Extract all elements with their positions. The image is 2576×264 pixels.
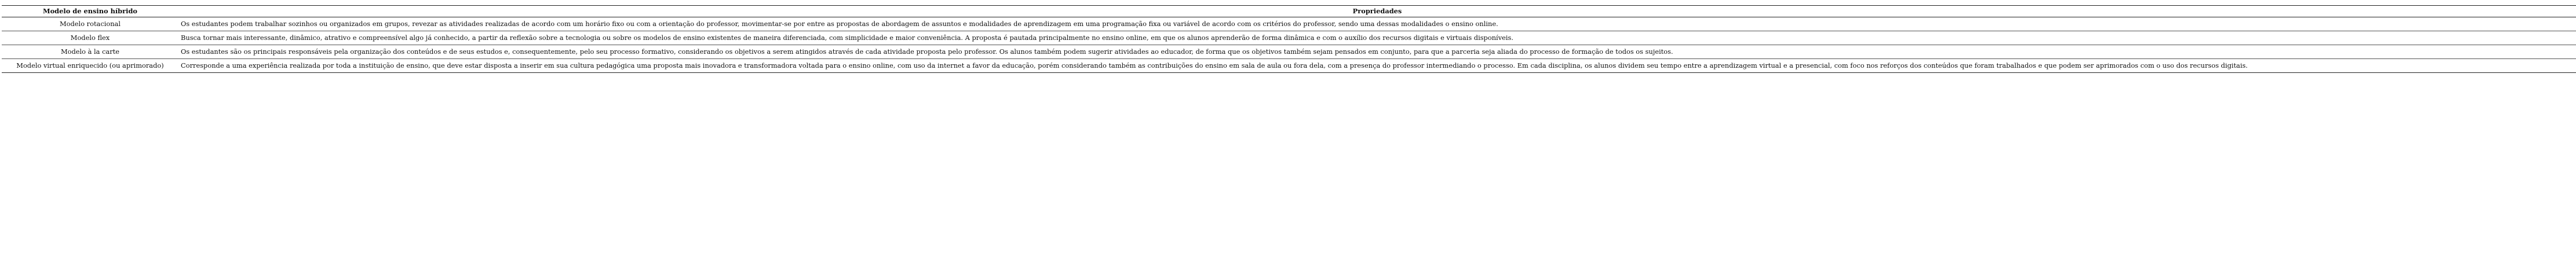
model-properties-cell: Busca tornar mais interessante, dinâmico, atrativo e compreensível algo já conhecido, a partir da reflexão sobre a tecnologia ou sobre os modelos de ensino existentes de maneira diferenciada, com simplicidade e maior conveniência. A proposta é pautada principalmente no ensino online, em que os alunos aprenderão de forma dinâmica e com o auxílio dos recursos digitais e virtuais disponíveis. — [181, 34, 1513, 42]
header-properties: Propriedades — [1352, 7, 1402, 15]
model-name-cell: Modelo flex — [70, 34, 110, 42]
table-row — [2, 31, 2576, 45]
header-row — [2, 6, 2576, 17]
model-name-cell: Modelo rotacional — [60, 20, 121, 28]
table-header — [2, 6, 2576, 17]
hybrid-teaching-models-table — [2, 5, 2576, 73]
model-properties-cell: Os estudantes podem trabalhar sozinhos ou organizados em grupos, revezar as atividades realizadas de acordo com um horário fixo ou com a orientação do professor, movimentar-se por entre as propostas de abordagem de assuntos e modalidades de aprendizagem em uma programação fixa ou variável de acordo com os critérios do professor, sendo uma dessas modalidades o ensino online. — [181, 20, 1498, 28]
model-properties-cell: Os estudantes são os principais responsáveis pela organização dos conteúdos e de seus estudos e, consequentemente, pelo seu processo formativo, considerando os objetivos a serem atingidos através de cada atividade proposta pelo professor. Os alunos também podem sugerir atividades ao educador, de forma que os objetivos também sejam pensados em conjunto, para que a parceria seja aliada do processo de formação de todos os sujeitos. — [181, 47, 1673, 56]
model-name-cell: Modelo à la carte — [60, 47, 120, 56]
model-properties-cell: Corresponde a uma experiência realizada por toda a instituição de ensino, que deve estar disposta a inserir em sua cultura pedagógica uma proposta mais inovadora e transformadora voltada para o ensino online, com uso da internet a favor da educação, porém considerando também as contribuições do ensino em sala de aula ou fora dela, com a presença do professor intermediando o processo. Em cada disciplina, os alunos dividem seu tempo entre a aprendizagem virtual e a presencial, com foco nos reforços dos conteúdos que foram trabalhados e que podem ser aprimorados com o uso dos recursos digitais. — [181, 61, 2248, 69]
model-name-cell: Modelo virtual enriquecido (ou aprimorado) — [16, 61, 164, 69]
table-row — [2, 59, 2576, 73]
table-row — [2, 17, 2576, 31]
table-row — [2, 45, 2576, 59]
header-model: Modelo de ensino híbrido — [42, 7, 138, 15]
table-body — [2, 17, 2576, 73]
